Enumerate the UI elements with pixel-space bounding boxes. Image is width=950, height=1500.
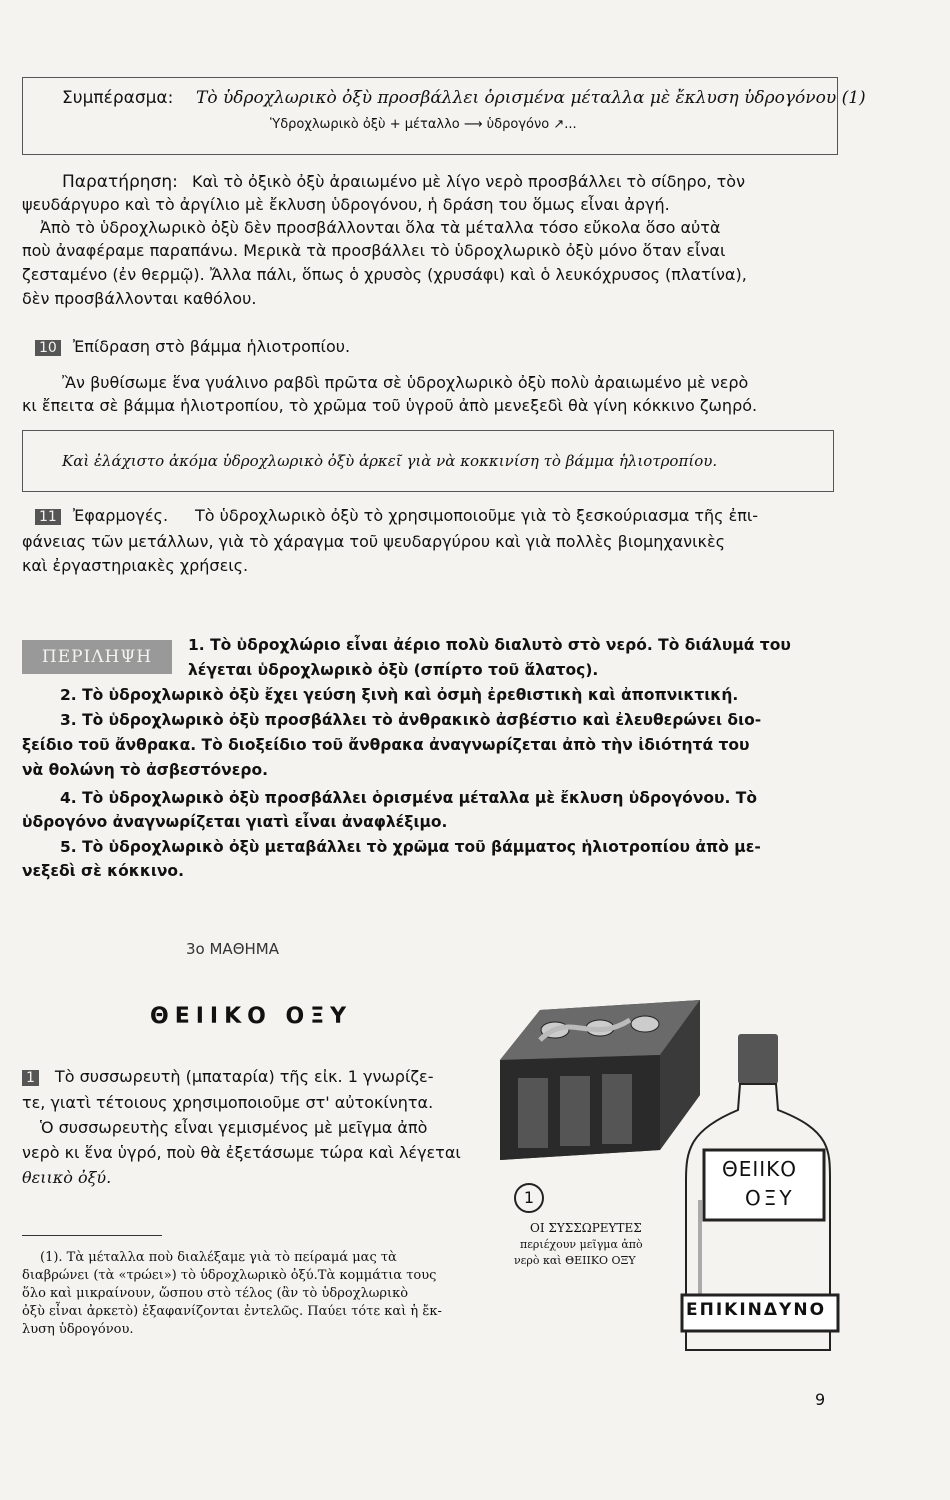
summary-line: 3. Τὸ ὑδροχλωρικὸ ὀξὺ προσβάλλει τὸ ἀνθρακικὸ ἀσβέστιο καὶ ἐλευθερώνει διο- [60, 711, 762, 729]
footnote-rule [22, 1235, 162, 1236]
observation-line: Ἀπὸ τὸ ὑδροχλωρικὸ ὀξὺ δὲν προσβάλλονται ὅλα τὰ μέταλλα τόσο εὔκολα ὅσο αὐτὰ [40, 218, 721, 237]
section-heading-text: Ἐφαρμογές. [72, 506, 169, 525]
section-number-badge: 10 [35, 340, 61, 356]
section-10-line: Ἂν βυθίσωμε ἕνα γυάλινο ραβδὶ πρῶτα σὲ ὑδροχλωρικὸ ὀξὺ πολὺ ἀραιωμένο μὲ νερὸ [62, 373, 749, 392]
figure-number: 1 [514, 1183, 544, 1213]
observation-line: ζεσταμένο (ἐν θερμῷ). Ἄλλα πάλι, ὅπως ὁ χρυσὸς (χρυσάφι) καὶ ὁ λευκόχρυσος (πλατίνα), [22, 265, 747, 284]
summary-line: λέγεται ὑδροχλωρικὸ ὀξὺ (σπίρτο τοῦ ἅλατος). [188, 661, 599, 679]
section-11-line: καὶ ἐργαστηριακὲς χρήσεις. [22, 556, 249, 575]
footnote-line: ὀξὺ εἶναι ἀρκετὸ) ἐξαφανίζονται ἐντελῶς. Παύει τότε καὶ ἡ ἔκ- [22, 1304, 442, 1319]
section-10-box-text: Καὶ ἐλάχιστο ἀκόμα ὑδροχλωρικὸ ὀξὺ ἀρκεῖ γιὰ νὰ κοκκινίση τὸ βάμμα ἡλιοτροπίου. [62, 452, 718, 470]
section-10-line: κι ἔπειτα σὲ βάμμα ἡλιοτροπίου, τὸ χρῶμα τοῦ ὑγροῦ ἀπὸ μενεξεδὶ θὰ γίνη κόκκινο ζωηρό. [22, 396, 758, 415]
section-1-line: νερὸ κι ἕνα ὑγρό, ποὺ θὰ ἐξετάσωμε τώρα καὶ λέγεται [22, 1143, 461, 1162]
section-11-line: φάνειας τῶν μετάλλων, γιὰ τὸ χάραγμα τοῦ ψευδαργύρου καὶ γιὰ πολλὲς βιομηχανικὲς [22, 532, 725, 551]
section-1-line: τε, γιατὶ τέτοιους χρησιμοποιοῦμε στ' αὐτοκίνητα. [22, 1093, 434, 1112]
section-11-line: Τὸ ὑδροχλωρικὸ ὀξὺ τὸ χρησιμοποιοῦμε γιὰ τὸ ξεσκούριασμα τῆς ἐπι- [195, 506, 759, 525]
summary-line: 2. Τὸ ὑδροχλωρικὸ ὀξὺ ἔχει γεύση ξινὴ καὶ ὀσμὴ ἐρεθιστικὴ καὶ ἀποπνικτική. [60, 686, 739, 704]
section-1-line [22, 1067, 433, 1086]
section-heading-text: Ἐπίδραση στὸ βάμμα ἡλιοτροπίου. [72, 337, 351, 356]
summary-line: ξείδιο τοῦ ἄνθρακα. Τὸ διοξείδιο τοῦ ἄνθρακα ἀναγνωρίζεται ἀπὸ τὴν ἰδιότητά του [22, 736, 750, 754]
section-number-badge: 1 [22, 1070, 39, 1086]
section-1-text: Τὸ συσσωρευτὴ (μπαταρία) τῆς εἰκ. 1 γνωρίζε- [54, 1067, 434, 1086]
section-10-heading [35, 337, 350, 356]
conclusion-equation: Ὑδροχλωρικὸ ὀξὺ + μέταλλο ⟶ ὑδρογόνο ↗... [270, 117, 577, 132]
bottle-label-line1: ΘΕΙΙΚΟ [722, 1157, 798, 1181]
observation-label: Παρατήρηση: [62, 172, 178, 192]
summary-line: 5. Τὸ ὑδροχλωρικὸ ὀξὺ μεταβάλλει τὸ χρῶμα τοῦ βάμματος ἡλιοτροπίου ἀπὸ με- [60, 838, 761, 856]
section-1-line: Ὁ συσσωρευτὴς εἶναι γεμισμένος μὲ μεῖγμα ἀπὸ [40, 1118, 428, 1137]
figure-caption-line: νερὸ καὶ ΘΕΙΙΚΟ ΟΞΥ [514, 1254, 636, 1267]
conclusion-text: Τὸ ὑδροχλωρικὸ ὀξὺ προσβάλλει ὁρισμένα μέταλλα μὲ ἔκλυση ὑδρογόνου (1) [196, 88, 866, 108]
observation-line: Καὶ τὸ ὀξικὸ ὀξὺ ἀραιωμένο μὲ λίγο νερὸ προσβάλλει τὸ σίδηρο, τὸν [192, 172, 746, 191]
figure-caption-line: περιέχουν μεῖγμα ἀπὸ [520, 1238, 643, 1251]
summary-line: 4. Τὸ ὑδροχλωρικὸ ὀξὺ προσβάλλει ὁρισμένα μέταλλα μὲ ἔκλυση ὑδρογόνου. Τὸ [60, 789, 758, 807]
battery-illustration [500, 1000, 710, 1170]
footnote-line: ὅλο καὶ μικραίνουν, ὥσπου στὸ τέλος (ἂν τὸ ὑδροχλωρικὸ [22, 1286, 409, 1301]
section-number-badge: 11 [35, 509, 61, 525]
lesson-label: 3ο ΜΑΘΗΜΑ [186, 940, 279, 958]
footnote-line: λυση ὑδρογόνου. [22, 1322, 134, 1337]
observation-line: δὲν προσβάλλονται καθόλου. [22, 289, 257, 308]
observation-line: ψευδάργυρο καὶ τὸ ἀργίλιο μὲ ἔκλυση ὑδρογόνου, ἡ δράση του ὅμως εἶναι ἀργή. [22, 195, 670, 214]
lesson-title: ΘΕΙΙΚΟ ΟΞΥ [150, 1004, 353, 1029]
observation-line: ποὺ ἀναφέραμε παραπάνω. Μερικὰ τὰ προσβάλλει τὸ ὑδροχλωρικὸ ὀξὺ μόνο ὅταν εἶναι [22, 241, 726, 260]
conclusion-label: Συμπέρασμα: [62, 88, 174, 108]
page-number: 9 [815, 1390, 826, 1409]
warning-label: ΕΠΙΚΙΝΔΥΝΟ [686, 1300, 827, 1320]
section-1-line: θειικὸ ὀξύ. [22, 1168, 112, 1187]
summary-line: νεξεδὶ σὲ κόκκινο. [22, 862, 184, 880]
bottle-label-line2: ΟΞΥ [745, 1186, 795, 1210]
footnote-line: (1). Τὰ μέταλλα ποὺ διαλέξαμε γιὰ τὸ πείραμά μας τὰ [40, 1250, 397, 1265]
section-11-heading [35, 506, 168, 525]
summary-line: ὑδρογόνο ἀναγνωρίζεται γιατὶ εἶναι ἀναφλέξιμο. [22, 813, 448, 831]
figure-caption-line: ΟΙ ΣΥΣΣΩΡΕΥΤΕΣ [530, 1221, 642, 1235]
summary-line: νὰ θολώνη τὸ ἀσβεστόνερο. [22, 761, 268, 779]
footnote-line: διαβρώνει (τὰ «τρώει») τὸ ὑδροχλωρικὸ ὀξύ.Τὰ κομμάτια τους [22, 1268, 437, 1283]
summary-label: ΠΕΡΙΛΗΨΗ [22, 640, 172, 674]
summary-line: 1. Τὸ ὑδροχλώριο εἶναι ἀέριο πολὺ διαλυτὸ στὸ νερό. Τὸ διάλυμά του [188, 636, 791, 654]
